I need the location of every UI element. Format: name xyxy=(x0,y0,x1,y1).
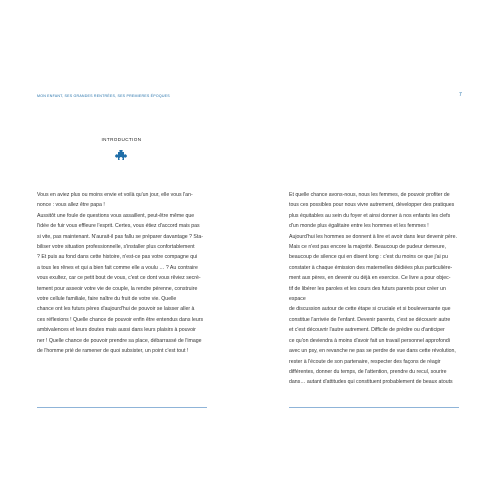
text-line: ment aux pères, en devenir ou déjà en exercice. Ce livre a pour objec- xyxy=(289,275,451,282)
footer-rule-left xyxy=(37,407,207,408)
left-column-text xyxy=(37,190,207,357)
text-line: Vous en aviez plus ou moins envie et voilà qu'un jour, elle vous l'an- xyxy=(37,192,193,198)
right-column-text xyxy=(289,190,459,388)
text-line: biliser votre situation professionnelle, s'installer plus confortablement xyxy=(37,244,195,251)
text-line: Aussitôt une foule de questions vous assaillent, peut-être même que xyxy=(37,212,195,219)
page-number: 7 xyxy=(459,92,462,98)
text-line: a tous les rênes et qui a bien fait comme elle a voulu … ? Au contraire xyxy=(37,264,198,271)
text-line: ce qu'on deviendra à moins d'avoir fait un travail personnel approfondi xyxy=(289,337,450,344)
text-line: ambivalences et leurs doutes mais aussi dans leurs plaisirs à pouvoir xyxy=(37,327,196,334)
text-line: dans… autant d'attitudes qui constituent probablement de beaux atouts xyxy=(289,379,453,386)
text-line: plus équitables au sein du foyer et ainsi donner à nos enfants les clefs xyxy=(289,212,451,219)
text-line: vous exultez, car ce petit bout de vous, c'est ce dont vous rêviez secrè- xyxy=(37,275,201,282)
text-line: de discussion autour de cette étape si cruciale et si bouleversante que xyxy=(289,306,451,313)
puzzle-piece-icon xyxy=(113,150,129,166)
running-header: MON ENFANT, SES GRANDES RENTRÉES, SES PREMIERES ÉPOQUES xyxy=(37,94,170,98)
text-line: l'idée de fuir vous effleure l'esprit. Certes, vous étiez d'accord mais pas xyxy=(37,223,200,230)
text-line: chance ont les futurs pères d'aujourd'hui de pouvoir se laisser aller à xyxy=(37,306,195,313)
text-line: beaucoup de silence qui en disent long : c'est du moins ce que j'ai pu xyxy=(289,254,448,261)
section-title: INTRODUCTION xyxy=(101,137,142,142)
text-line: tement pour asseoir votre vie de couple, la rendre pérenne, construire xyxy=(37,285,198,292)
text-line: avec un psy, en revanche ne pas se perdre de vue dans cette révolution, xyxy=(289,348,456,355)
footer-rule-right xyxy=(289,407,459,408)
text-line: ner ! Quelle chance de pouvoir prendre sa place, débarrassé de l'image xyxy=(37,337,202,344)
text-line: Et quelle chance avons-nous, nous les femmes, de pouvoir profiter de xyxy=(289,192,450,198)
text-line: d'un monde plus égalitaire entre les hommes et les femmes ! xyxy=(289,223,429,230)
text-line: différentes, donner du temps, de l'attention, prendre du recul, sourire xyxy=(289,368,447,375)
text-line: Aujourd'hui les hommes se donnent à lire et avoir dans leur devenir père. xyxy=(289,233,457,240)
text-line: ces réflexions ! Quelle chance de pouvoir enfin être entendus dans leurs xyxy=(37,316,204,323)
text-line: et c'est découvrir l'autre autrement. Difficile de prédire ou d'anticiper xyxy=(289,327,445,334)
text-line: nonce : vous allez être papa ! xyxy=(37,202,105,209)
text-line: constitue l'arrivée de l'enfant. Devenir parents, c'est se découvrir autre xyxy=(289,316,451,323)
text-line: tif de libérer les paroles et les cours des futurs parents pour créer un espace xyxy=(289,285,446,303)
text-line: Mais ce n'est pas encore la majorité. Beaucoup de pudeur demeure, xyxy=(289,244,446,251)
text-line: de l'homme prié de ramener de quoi subsister, un point c'est tout ! xyxy=(37,348,189,355)
text-line: constater à chaque émission des maternelles dédiées plus particulière- xyxy=(289,264,453,271)
text-line: si vite, pas maintenant. N'aurait-il pas fallu se préparer davantage ? Sta- xyxy=(37,233,203,240)
text-line: rester à l'écoute de son partenaire, respecter des façons de réagir xyxy=(289,358,441,365)
text-line: tous ces possibles pour nous vivre autrement, développer des pratiques xyxy=(289,202,455,209)
text-line: ? Et puis au fond dans cette histoire, n'est-ce pas votre compagne qui xyxy=(37,254,198,261)
text-line: votre cellule familiale, faire naître du fruit de votre vie. Quelle xyxy=(37,296,177,303)
